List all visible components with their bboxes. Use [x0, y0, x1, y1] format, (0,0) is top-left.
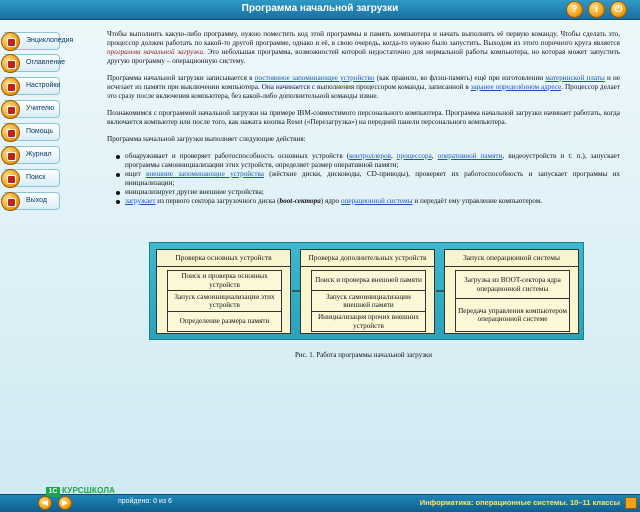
stage-step: Передача управления компьютером операционной системе [458, 306, 567, 323]
next-page-button[interactable]: ▶ [58, 496, 72, 510]
logo-badge: 1С [46, 487, 60, 497]
course-title: Информатика: операционные системы. 10–11 классы [419, 498, 620, 507]
figure-caption: Рис. 1. Работа программы начальной загрузки [294, 351, 432, 359]
paragraph [107, 74, 620, 101]
link-ram[interactable]: оперативной памяти [437, 152, 503, 160]
link-loads[interactable]: загружает [125, 197, 156, 205]
sidebar-item-settings[interactable] [4, 77, 60, 95]
stage-basic-devices [156, 249, 291, 334]
stage-title: Проверка дополнительных устройств [301, 250, 434, 267]
help-icon[interactable]: ? [566, 1, 583, 18]
link-rom[interactable]: постоянное запоминающее устройство [254, 74, 375, 82]
sidebar-item-label: Учителю [26, 105, 55, 112]
sidebar-item-teacher[interactable] [4, 100, 60, 118]
stage-step: Инициализация прочих внешних устройств [317, 313, 420, 330]
sidebar-nav [0, 22, 74, 212]
contents-icon [1, 54, 20, 73]
stage-step: Поиск и проверка основных устройств [168, 271, 281, 291]
paragraph: Программа начальной загрузки выполняет следующие действия: [107, 135, 306, 143]
sidebar-item-search[interactable] [4, 169, 60, 187]
stage-title: Проверка основных устройств [157, 250, 290, 267]
sidebar-item-label: Журнал [26, 151, 52, 158]
list-text: ищет [125, 170, 141, 178]
encyclopedia-icon [1, 32, 20, 51]
stage-step: Загрузка из BOOT-сектора ядра операционной системы [456, 271, 569, 299]
list-text: (жёсткие диски, дисководы, CD-приводы), проверяет их работоспособность и запускает программы их инициализации; [125, 170, 621, 187]
list-item [115, 170, 620, 188]
paragraph-text: . Это небольшая программа, возможностей которой недостаточно для нормальной работы компьютера, но которая может запустить другую программу – операционную систему. [107, 48, 620, 65]
link-motherboard[interactable]: материнской платы [545, 74, 605, 82]
paragraph [107, 30, 620, 66]
bullet-list [115, 152, 620, 206]
sidebar-item-encyclopedia[interactable] [4, 32, 74, 50]
list-text: из первого сектора загрузочного диска ( [157, 197, 280, 205]
sidebar-item-label: Оглавление [26, 59, 66, 66]
list-text: ) ядро [320, 197, 340, 205]
journal-icon [1, 146, 20, 165]
paragraph-text: (как правило, во флэш-память) ещё при изготовлении [376, 74, 544, 82]
sidebar-item-label: Настройки [26, 82, 61, 89]
page-icon[interactable] [625, 497, 637, 509]
stage-step: Запуск самоинициализации внешней памяти [312, 291, 425, 312]
teacher-icon [1, 100, 20, 119]
list-item [115, 197, 620, 206]
link-predefined-address[interactable]: заранее определённом адресе [470, 83, 562, 91]
paragraph-text: . Процессор делает это сразу после включения компьютера, без какой-либо дополнительной команды извне. [107, 83, 620, 100]
window-title: Программа начальной загрузки [241, 3, 399, 14]
stage-step: Определение размера памяти [179, 317, 270, 326]
list-item: обнаруживает и проверяет работоспособность основных устройств (контроллеров, процессора, оперативной памяти, видеоустройств и т. п.), запускает программы самоинициализации этих устройств, определяет размер оперативной памяти; [115, 152, 620, 170]
sidebar-item-contents[interactable] [4, 54, 66, 72]
exit-icon[interactable]: ⏻ [610, 1, 627, 18]
title-bar [0, 0, 640, 20]
link-external-storage[interactable]: внешние запоминающие устройства [146, 170, 264, 178]
settings-icon [1, 77, 20, 96]
link-processor[interactable]: процессора [396, 152, 432, 160]
stage-steps [167, 270, 282, 332]
sidebar-item-label: Помощь [26, 128, 54, 135]
prev-page-button[interactable]: ◀ [38, 496, 52, 510]
paragraph: Познакомимся с программой начальной загрузки на примере IBM-совместимого персонального компьютера. Программа начальной загрузки начинает работать, когда включается компьютер или после того, как нажата кнопка Reset («Перезагрузка») на передней панели персонального компьютера. [107, 109, 620, 126]
term-bold: boot-сектора [279, 197, 321, 205]
help-icon [1, 123, 20, 142]
boot-process-diagram [149, 242, 584, 340]
list-text: , видеоустройств и т. п.), запускает программы самоинициализации этих устройств, определяет размер оперативной памяти; [125, 152, 620, 169]
progress-text: пройдено: 0 из 6 [118, 498, 172, 505]
info-icon[interactable]: i [588, 1, 605, 18]
link-controllers[interactable]: контроллеров [349, 152, 391, 160]
sidebar-item-label: Выход [26, 197, 47, 204]
stage-additional-devices [300, 249, 435, 334]
paragraph-text: Чтобы выполнить какую-либо программу, нужно поместить код этой программы в память компьютера и начать выполнять её первую команду. Чтобы сделать это, процессор должен работать по какой-то другой программе, однако и её, в свою очередь, когда-то нужно было запустить. Выходом из этого порочного круга является [107, 30, 620, 47]
list-text: обнаруживает и проверяет работоспособность основных устройств ( [125, 152, 350, 160]
stage-step: Запуск самоинициализации этих устройств [168, 291, 281, 312]
search-icon [1, 169, 20, 188]
stage-step: Поиск и проверка внешней памяти [312, 271, 425, 291]
exit-icon [1, 192, 20, 211]
paragraph-text: Программа начальной загрузки записывается в [107, 74, 253, 82]
stage-steps [311, 270, 426, 332]
sidebar-item-label: Энциклопедия [26, 37, 74, 44]
list-text: и передаёт ему управление компьютером. [414, 197, 543, 205]
stage-os-launch [444, 249, 579, 334]
sidebar-item-exit[interactable] [4, 192, 60, 210]
link-operating-system[interactable]: операционной системы [340, 197, 413, 205]
stage-title: Запуск операционной системы [445, 250, 578, 267]
course-logo [46, 486, 116, 498]
sidebar-item-journal[interactable] [4, 146, 60, 164]
sidebar-item-label: Поиск [26, 174, 46, 181]
list-item: инициализирует другие внешние устройства; [115, 188, 620, 197]
article-body [107, 30, 620, 206]
stage-steps [455, 270, 570, 332]
term-highlight: программа начальной загрузки [107, 48, 203, 56]
logo-text: КУРСШКОЛА [62, 486, 116, 495]
paragraph-text: и не исчезает из памяти при выключении компьютера. Она начинается с выполнения процессором команды, записанной в [107, 74, 621, 91]
sidebar-item-help[interactable] [4, 123, 60, 141]
